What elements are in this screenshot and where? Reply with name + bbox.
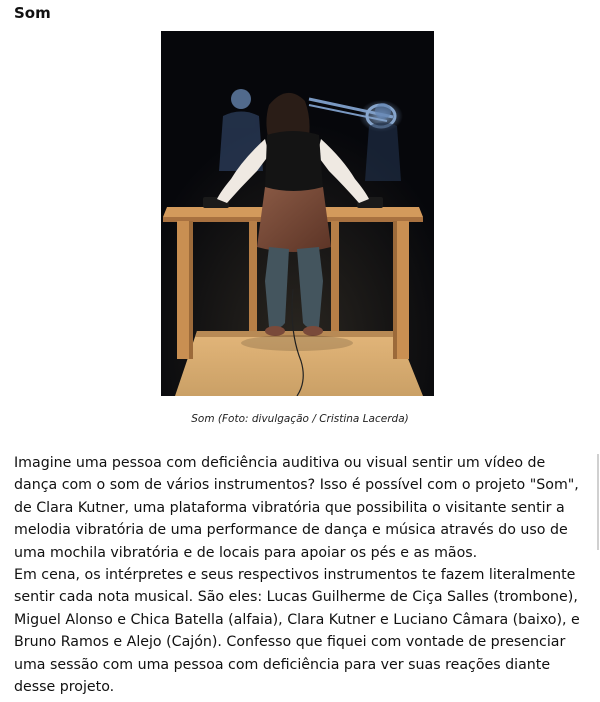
article-title: Som <box>14 4 51 22</box>
article-photo <box>161 31 434 396</box>
article-paragraph: Em cena, os intérpretes e seus respectivos instrumentos te fazem literalmente sentir cada nota musical. São eles: Lucas Guilherme de Ciça Salles (trombone), Miguel Alonso e Chica Batella (alfaia), Clara Kutner e Luciano Câmara (baixo), e Bruno Ramos e Alejo (Cajón). Confesso que fiquei com vontade de presenciar uma sessão com uma pessoa com deficiência para ver suas reações diante desse projeto. <box>14 567 580 696</box>
photo-caption: Som (Foto: divulgação / Cristina Lacerda) <box>191 413 409 425</box>
article-paragraph: Imagine uma pessoa com deficiência auditiva ou visual sentir um vídeo de dança com o som de vários instrumentos? Isso é possível com o projeto "Som", de Clara Kutner, uma plataforma vibratória que possibilita o visitante sentir a melodia vibratória de uma performance de dança e música através do uso de uma mochila vibratória e de locais para apoiar os pés e as mãos. <box>14 455 579 561</box>
scrollbar-edge <box>597 454 599 550</box>
article-body <box>14 452 586 698</box>
